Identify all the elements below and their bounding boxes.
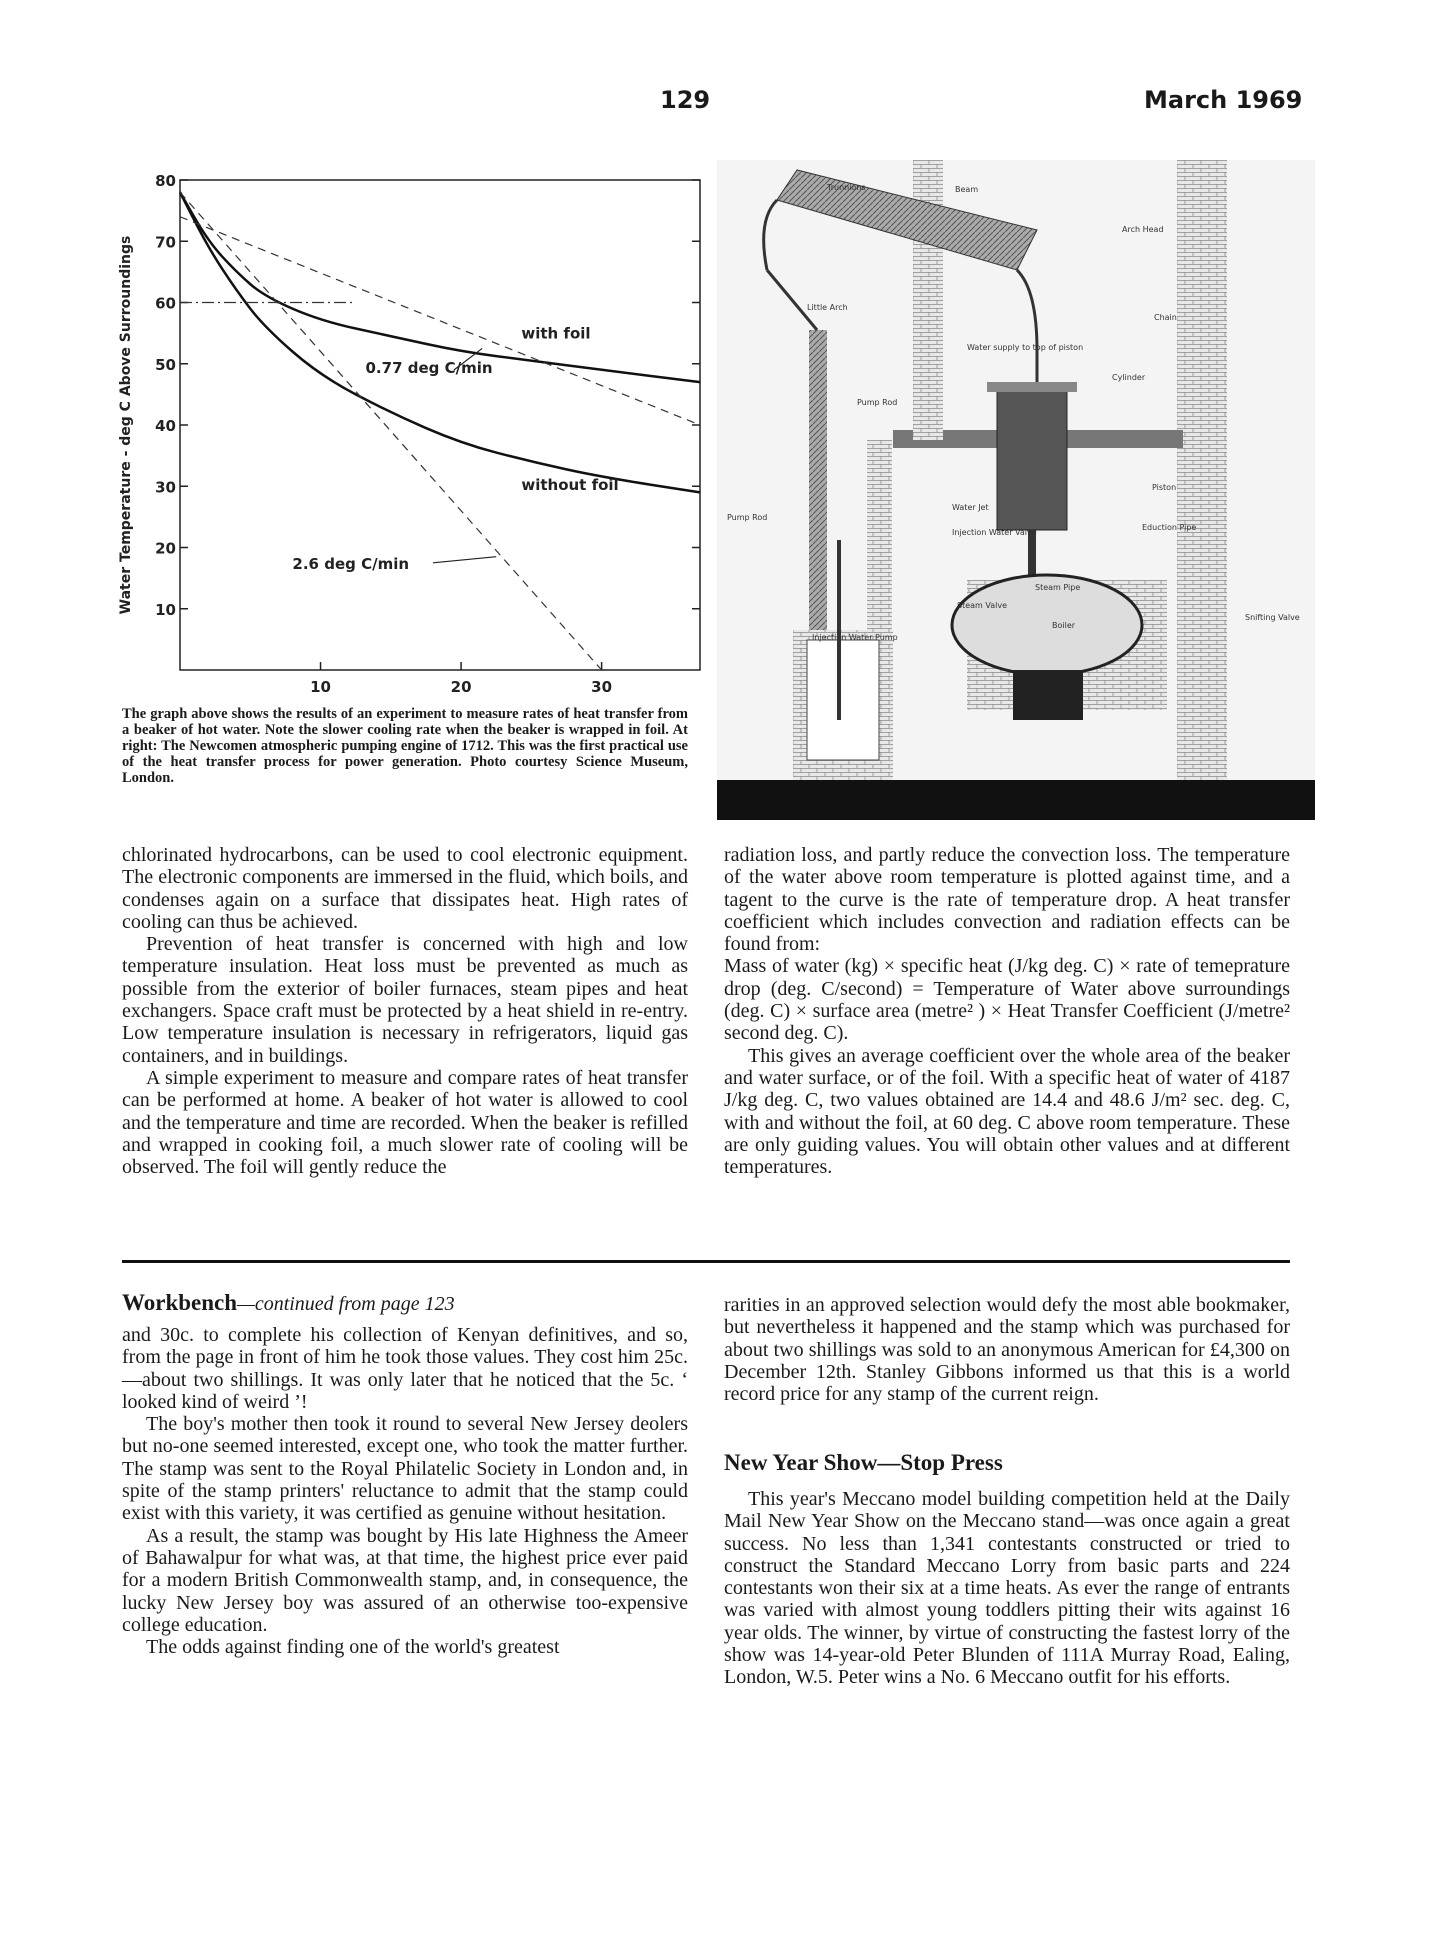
workbench-heading	[122, 1290, 455, 1316]
label-eduction-pipe: Eduction Pipe	[1142, 523, 1197, 532]
article-left-column	[122, 844, 688, 1178]
label-chain: Chain	[1154, 313, 1177, 322]
workbench-continued: —continued from page 123	[237, 1293, 455, 1315]
label-pump-rod: Pump Rod	[857, 398, 898, 407]
figure-caption: The graph above shows the results of an experiment to measure rates of heat transfer from a beaker of hot water. Note the slower cooling rate when the beaker is wrapped in foil. At right: The Newcomen atmospheric pumping engine of 1712. This was the first practical use of the heat transfer process for power generation. Photo courtesy Science Museum, London.	[122, 706, 688, 786]
y-tick-label: 80	[155, 172, 176, 190]
label-water-supply: Water supply to top of piston	[967, 343, 1084, 352]
annotation-foil-rate: 0.77 deg C/min	[365, 358, 493, 377]
page-number: 129	[660, 86, 711, 114]
workbench-paragraph: The boy's mother then took it round to several New Jersey deolers but no-one seemed interested, except one, who took the matter further. The stamp was sent to the Royal Philatelic Society in London and, in spite of the stamp printers' reluctance to admit that the stamp could exist with this variety, it was certified as genuine without hesitation.	[122, 1413, 688, 1525]
article-right-column	[724, 844, 1290, 1178]
x-tick-label: 10	[310, 678, 331, 696]
section-divider	[122, 1260, 1290, 1263]
article-paragraph: Prevention of heat transfer is concerned with high and low temperature insulation. Heat loss must be prevented as much as possible from the exterior of boiler furnaces, steam pipes and heat exchangers. Space craft must be protected by a heat shield in re-entry. Low temperature insulation is necessary in refrigerators, liquid gas containers, and in buildings.	[122, 933, 688, 1067]
series-line-1	[180, 192, 700, 492]
article-paragraph: A simple experiment to measure and compare rates of heat transfer can be performed at home. A beaker of hot water is allowed to cool and the temperature and time are recorded. When the beaker is refilled and wrapped in cooking foil, a much slower rate of cooling will be observed. The foil will gently reduce the	[122, 1066, 688, 1179]
cooling-chart	[110, 160, 710, 700]
label-beam: Beam	[955, 185, 979, 194]
cylinder	[997, 390, 1067, 530]
y-tick-label: 50	[155, 355, 176, 374]
stop-press-text	[724, 1488, 1290, 1689]
series-line-0	[180, 192, 700, 382]
article-paragraph: This gives an average coefficient over the whole area of the beaker and water surface, or of the foil. With a specific heat of water of 4187 J/kg deg. C, two values obtained are 14.4 and 48.6 J/m² sec. deg. C, with and without the foil, at 60 deg. C above room temperature. These are only guiding values. You will obtain other values and at different temperatures.	[724, 1044, 1290, 1179]
workbench-paragraph: The odds against finding one of the world's greatest	[146, 1636, 560, 1659]
stop-press-heading: New Year Show—Stop Press	[724, 1450, 1003, 1475]
x-tick-label: 30	[591, 678, 613, 696]
article-paragraph: Mass of water (kg) × specific heat (J/kg deg. C) × rate of temeprature drop (deg. C/second) = Temperature of Water above surroundings (deg. C) × surface area (metre² ) × Heat Transfer Coefficient (J/metre² second deg. C).	[724, 955, 1290, 1045]
y-axis-label: Water Temperature - deg C Above Surroundings	[118, 235, 134, 615]
label-injection-water-pump: Injection Water Pump	[812, 633, 898, 642]
label-piston: Piston	[1152, 483, 1177, 492]
label-pump-rod-2: Pump Rod	[727, 513, 768, 522]
stop-press-paragraph: This year's Meccano model building competition held at the Daily Mail New Year Show on the Meccano stand—was once again a great success. No less than 1,341 contestants constructed or tried to construct the Standard Meccano Lorry from basic parts and 224 contestants won their six at a time heats. As ever the range of entrants was varied with almost young toddlers pitting their wits against 16 year olds. The winner, by virtue of constructing the fastest lorry of the show was 14-year-old Peter Blunden of 111A Murray Road, Ealing, London, W.5. Peter wins a No. 6 Meccano outfit for his efforts.	[724, 1488, 1290, 1689]
workbench-paragraph: and 30c. to complete his collection of Kenyan definitives, and so, from the page in front of him he took those values. They cost him 25c.—about two shillings. It was only later that he noticed that the 5c. ‘ looked kind of weird ’!	[122, 1324, 688, 1413]
label-arch-head: Arch Head	[1122, 225, 1164, 234]
label-little-arch: Little Arch	[807, 303, 848, 312]
article-paragraph: radiation loss, and partly reduce the convection loss. The temperature of the water above room temperature is plotted against time, and a tagent to the curve is the rate of temperature drop. A heat transfer coefficient which includes convection and radiation effects can be found from:	[724, 844, 1290, 956]
furnace	[1013, 670, 1083, 720]
label-trunnions: Trunnions	[827, 183, 866, 192]
issue-date: March 1969	[1144, 86, 1303, 114]
workbench-title: Workbench	[122, 1290, 238, 1315]
y-tick-label: 10	[155, 600, 176, 619]
newcomen-engine-illustration	[717, 160, 1315, 820]
chimney-wall	[1177, 160, 1227, 780]
y-tick-label: 30	[155, 478, 176, 497]
workbench-right-column	[724, 1294, 1290, 1405]
tangent-line-foil	[180, 217, 700, 425]
x-tick-label: 20	[450, 678, 472, 696]
y-tick-label: 60	[155, 294, 176, 313]
label-steam-valve: Steam Valve	[957, 601, 1008, 610]
label-boiler: Boiler	[1052, 621, 1076, 630]
series-label: with foil	[521, 324, 591, 343]
chart-plot	[118, 172, 700, 700]
label-cylinder: Cylinder	[1112, 373, 1146, 382]
series-label: without foil	[521, 475, 619, 494]
label-steam-pipe: Steam Pipe	[1035, 583, 1081, 592]
annotation-nofoil-rate: 2.6 deg C/min	[292, 554, 410, 573]
plot-frame	[180, 180, 700, 670]
workbench-paragraph: rarities in an approved selection would defy the most able bookmaker, but nevertheless it happened and the stamp which was purchased for about two shillings was sold to an anonymous American for £4,300 on December 12th. Stanley Gibbons informed us that this is a world record price for any stamp of the current reign.	[724, 1294, 1290, 1406]
label-water-jet: Water Jet	[952, 503, 989, 512]
tangent-line-nofoil	[180, 192, 602, 670]
workbench-left-column	[122, 1324, 688, 1658]
label-snifting-valve: Snifting Valve	[1245, 613, 1300, 622]
y-tick-label: 40	[155, 417, 176, 435]
workbench-paragraph: As a result, the stamp was bought by His late Highness the Ameer of Bahawalpur for what was, at that time, the highest price ever paid for a modern British Commonwealth stamp, and, in consequence, the lucky New Jersey boy was assured of an otherwise too-expensive college education.	[122, 1524, 688, 1636]
y-tick-label: 20	[155, 539, 176, 558]
article-paragraph: chlorinated hydrocarbons, can be used to cool electronic equipment. The electronic components are immersed in the fluid, which boils, and condenses again on a surface that dissipates heat. High rates of cooling can thus be achieved.	[122, 844, 688, 933]
y-tick-label: 70	[155, 233, 176, 252]
label-injection-water-valve: Injection Water Valve	[952, 528, 1037, 537]
ground	[717, 780, 1315, 820]
annotation-pointer	[433, 557, 496, 563]
